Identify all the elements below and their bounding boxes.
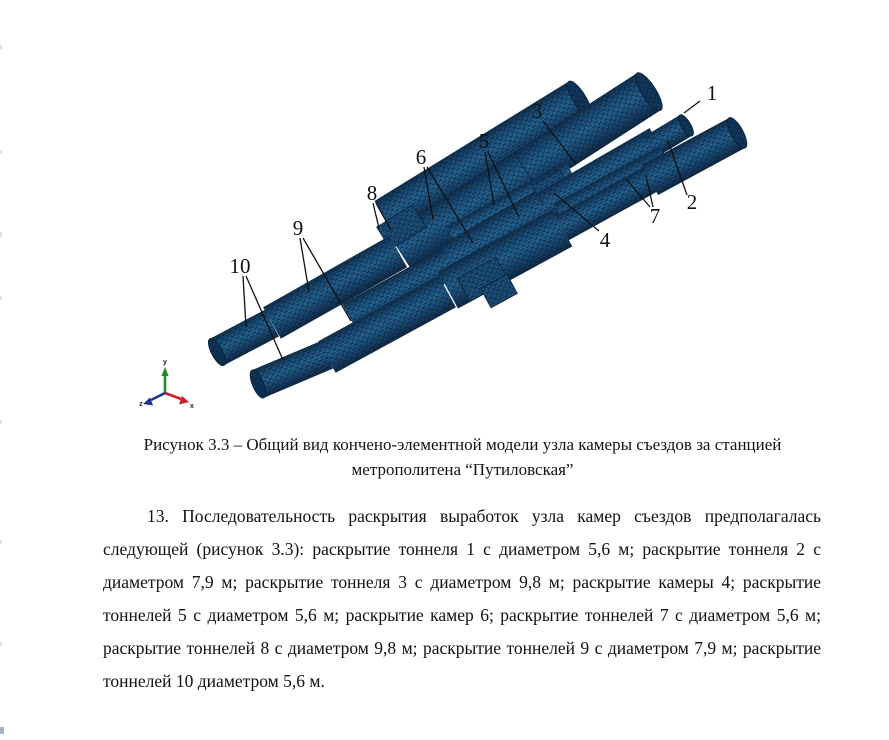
axis-triad [139,359,194,410]
x-axis-arrow [165,393,181,399]
x-axis-label: x [190,403,194,410]
leader-1 [684,101,700,113]
callout-1: 1 [706,81,718,105]
tunnel-10-front-cylinder [247,341,333,400]
callout-10: 10 [229,254,251,278]
scan-artifact [0,642,2,646]
callout-4: 4 [599,228,611,252]
y-axis-label: y [163,359,167,366]
figure-caption-line2: метрополитена “Путиловская” [351,460,574,479]
callout-2: 2 [686,190,698,214]
figure-caption-line1: Рисунок 3.3 – Общий вид кончено-элементной модели узла камеры съездов за станцией [143,435,782,454]
y-axis-arrowhead [161,367,168,376]
z-axis-arrow [151,393,165,400]
x-axis-arrowhead [179,396,189,405]
callout-5: 5 [478,129,490,153]
callout-8: 8 [366,181,378,205]
scan-artifact [0,540,2,544]
body-paragraph: 13. Последовательность раскрытия выработок узла камер съездов предполагалась следующей (рисунок 3.3): раскрытие тоннеля 1 с диаметром 5,6 м; раскрытие тоннеля 2 с диаметром 7,9 м; раскрытие тоннеля 3 с диаметром 9,8 м; раскрытие камеры 4; раскрытие тоннелей 5 с диаметром 5,6 м; раскрытие камер 6; раскрытие тоннелей 7 с диаметром 5,6 м; раскрытие тоннелей 8 с диаметром 9,8 м; раскрытие тоннелей 9 с диаметром 7,9 м; раскрытие тоннелей 10 диаметром 5,6 м. [103,506,821,691]
callout-6: 6 [415,145,427,169]
leader-10a [243,276,246,327]
callout-7: 7 [649,204,661,228]
callout-9: 9 [292,216,304,240]
figure-caption [100,432,825,482]
tunnel-10-rear-cylinder [205,310,279,368]
z-axis-label: z [139,401,143,408]
scan-artifact [0,727,4,734]
callout-3: 3 [531,99,543,123]
